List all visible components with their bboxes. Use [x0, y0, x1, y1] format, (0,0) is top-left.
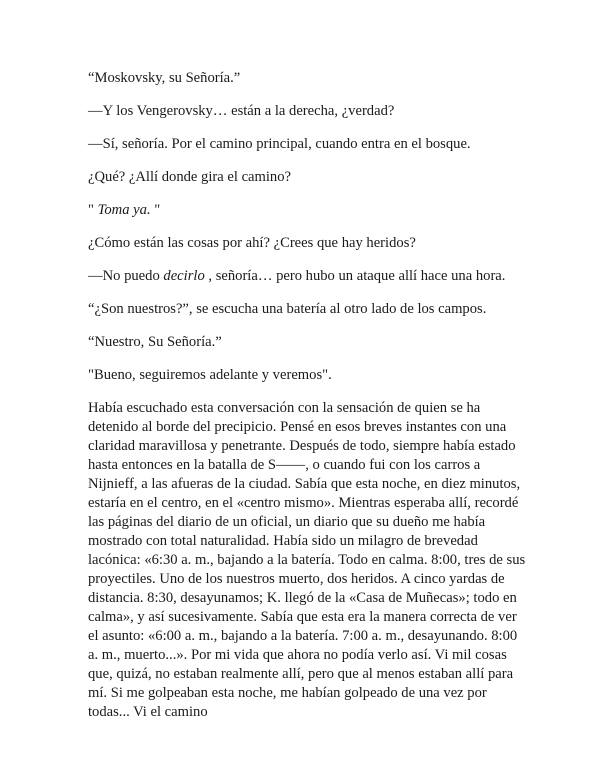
text-run: , señoría… pero hubo un ataque allí hace una hora. — [204, 268, 506, 284]
text-run: " — [150, 202, 161, 218]
italic-text: decirlo — [163, 268, 205, 284]
body-paragraph: Había escuchado esta conversación con la sensación de quien se ha detenido al borde del precipicio. Pensé en esos breves instantes con una claridad maravillosa y penetrante. Después de todo, siempre había estado hasta entonces en la batalla de S——, o cuando fui con los carros a Nijnieff, a las afueras de la ciudad. Sabía que esta noche, en diez minutos, estaría en el centro, en el «centro mismo». Mientras esperaba allí, recordé las páginas del diario de un oficial, un diario que su dueño me había mostrado con total naturalidad. Había sido un milagro de brevedad lacónica: «6:30 a. m., bajando a la batería. Todo en calma. 8:00, tres de sus proyectiles. Uno de los nuestros muerto, dos heridos. A cinco yardas de distancia. 8:30, desayunamos; K. llegó de la «Casa de Muñecas»; todo en calma», y así sucesivamente. Sabía que esta era la manera correcta de ver el asunto: «6:00 a. m., bajando a la batería. 7:00 a. m., desayunando. 8:00 a. m., muerto...». Por mi vida que ahora no podía verlo así. Vi mil cosas que, quizá, no estaban realmente allí, pero que al menos estaban allí para mí. Si me golpeaban esta noche, me habían golpeado de una vez por todas... Vi el camino — [88, 400, 526, 720]
dialogue-line: "Bueno, seguiremos adelante y veremos". — [88, 367, 332, 383]
document-page — [88, 69, 526, 722]
dialogue-line — [88, 267, 526, 286]
dialogue-line — [88, 201, 526, 220]
dialogue-line: ¿Qué? ¿Allí donde gira el camino? — [88, 169, 292, 185]
text-run: " — [88, 202, 98, 218]
dialogue-line: “¿Son nuestros?”, se escucha una batería al otro lado de los campos. — [88, 301, 487, 317]
dialogue-line: ¿Cómo están las cosas por ahí? ¿Crees que hay heridos? — [88, 235, 416, 251]
dialogue-line: —Sí, señoría. Por el camino principal, cuando entra en el bosque. — [88, 136, 471, 152]
dialogue-line: “Nuestro, Su Señoría.” — [88, 334, 222, 350]
text-run: —No puedo — [88, 268, 164, 284]
dialogue-line: “Moskovsky, su Señoría.” — [88, 70, 241, 86]
italic-text: Toma ya. — [97, 202, 151, 218]
dialogue-line: —Y los Vengerovsky… están a la derecha, ¿verdad? — [88, 103, 395, 119]
